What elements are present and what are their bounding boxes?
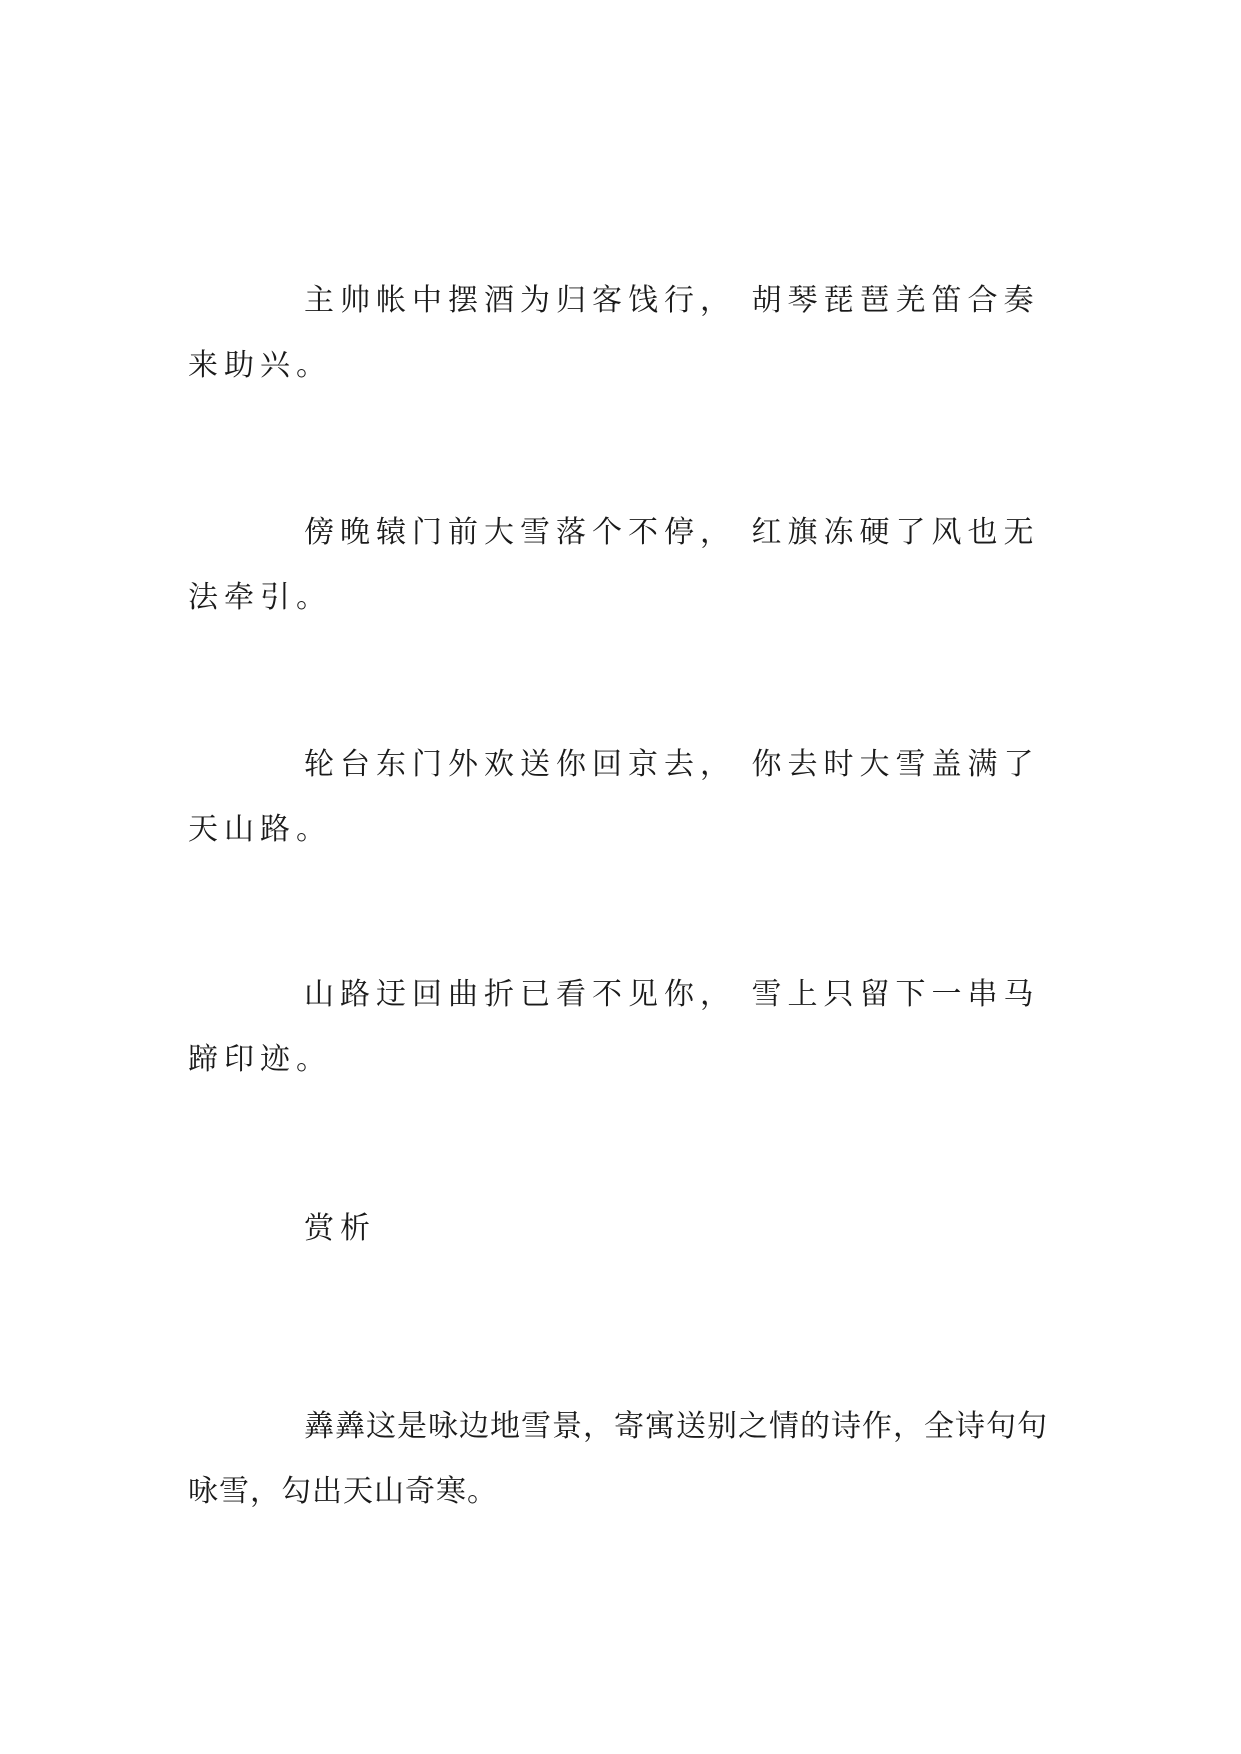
poem-translation-line-1: 主帅帐中摆酒为归客饯行， 胡琴琵琶羌笛合奏来助兴。 <box>188 283 1040 383</box>
section-heading-appreciation: 赏析 <box>304 1211 376 1246</box>
poem-translation-line-2: 傍晚辕门前大雪落个不停， 红旗冻硬了风也无法牵引。 <box>188 515 1040 615</box>
analysis-paragraph: 羴羴这是咏边地雪景，寄寓送别之情的诗作，全诗句句咏雪，勾出天山奇寒。 <box>188 1409 1048 1509</box>
poem-translation-line-3: 轮台东门外欢送你回京去， 你去时大雪盖满了天山路。 <box>188 747 1040 847</box>
poem-translation-line-4: 山路迂回曲折已看不见你， 雪上只留下一串马蹄印迹。 <box>188 977 1040 1077</box>
